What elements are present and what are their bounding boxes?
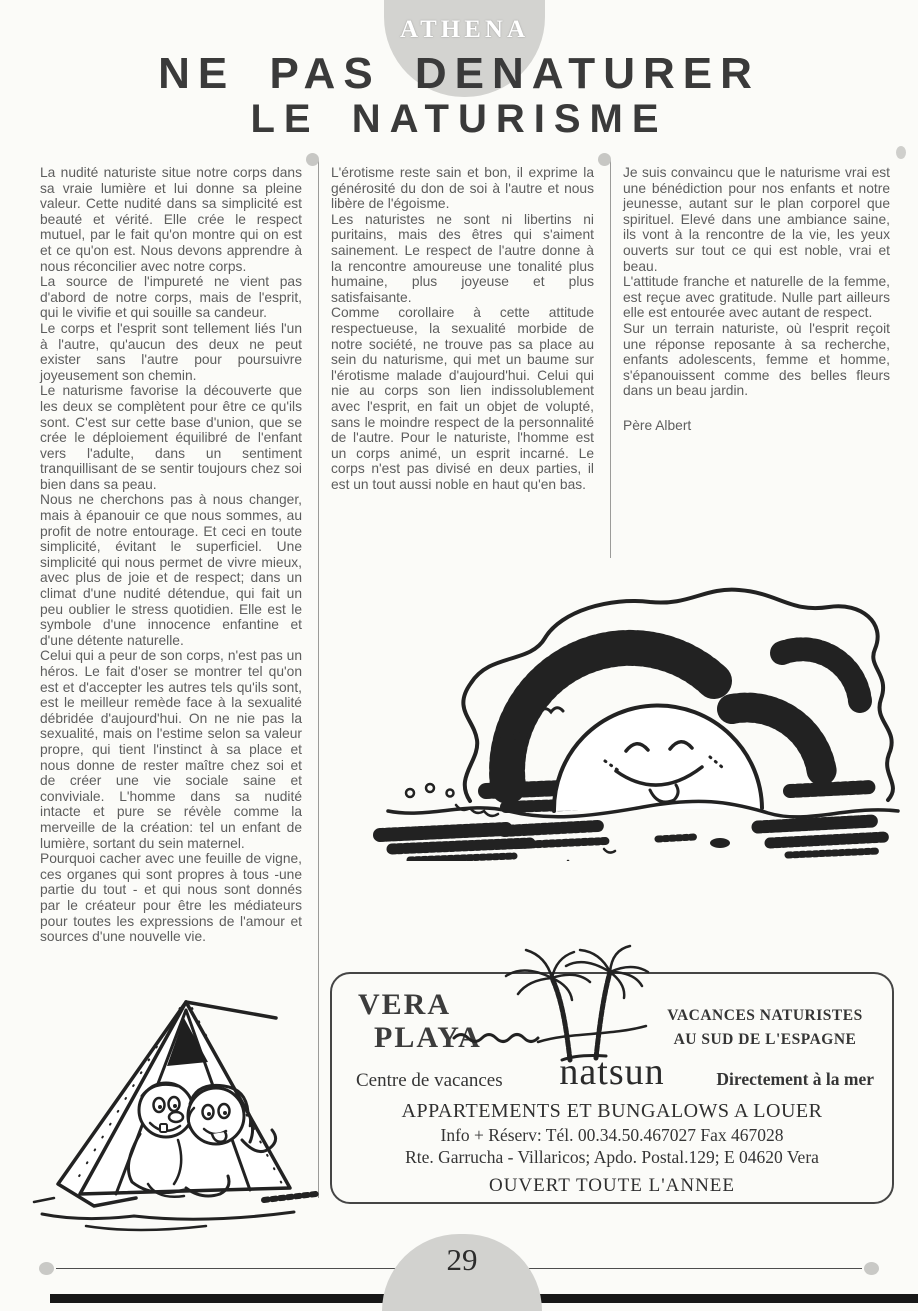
paragraph: La source de l'impureté ne vient pas d'abord de notre corps, mais de l'esprit, qui le vivifie et qui souille sa candeur. xyxy=(40,274,302,321)
margin-dot xyxy=(896,146,906,159)
paragraph: Pourquoi cacher avec une feuille de vigne, ces organes qui sont propres à tous -une partie du tout - et qui nous sont donnés par le créateur pour être les médiateurs pour toutes les expressions de l'amour et sources d'une nouvelle vie. xyxy=(40,851,302,945)
paragraph: Les naturistes ne sont ni libertins ni puritains, mais des êtres qui s'aiment sainement. Le respect de l'autre donne à la rencontre amoureuse une tonalité plus humaine, plus joyeuse et plus satisfaisante. xyxy=(331,211,594,305)
sun-illustration xyxy=(358,543,910,861)
article-column-3 xyxy=(623,165,890,434)
page-number-dome xyxy=(382,1234,542,1311)
advert-vera-playa xyxy=(330,972,894,1204)
advert-contact-info: Info + Réserv: Tél. 00.34.50.467027 Fax 467028 xyxy=(440,1125,784,1145)
advert-left-label: Centre de vacances xyxy=(356,1070,503,1091)
magazine-logo: ATHENA xyxy=(399,16,530,43)
paragraph: Nous ne cherchons pas à nous changer, mais à épanouir ce que nous sommes, au profit de notre entourage. Et ceci en toute simplicité, évitant le superficiel. Une simplicité qui nous permet de vivre mieux, avec plus de joie et de respect; dans un climat d'une nudité détendue, qui fait un peu oublier le stress quotidien. Elle est le symbole d'une innocence enfantine et d'une détente naturelle. xyxy=(40,492,302,648)
footer-dot-right xyxy=(864,1262,879,1275)
advert-offer: APPARTEMENTS ET BUNGALOWS A LOUER xyxy=(401,1100,823,1122)
column-divider-2 xyxy=(610,160,611,558)
paragraph: Je suis convaincu que le naturisme vrai est une bénédiction pour nos enfants et notre jeunesse, autant sur le plan corporel que spirituel. Elevé dans une ambiance saine, ils vont à la rencontre de la vie, les yeux ouverts sur tout ce qui est noble, vrai et beau. xyxy=(623,165,890,274)
advert-tagline-line1: VACANCES NATURISTES xyxy=(667,1007,863,1024)
advert-tagline-line2: AU SUD DE L'ESPAGNE xyxy=(673,1031,857,1049)
paragraph: L'érotisme reste sain et bon, il exprime la générosité du don de soi à l'autre et nous libère de l'égoisme. xyxy=(331,165,594,212)
article-title-line2: LE NATURISME xyxy=(250,97,668,141)
paragraph: La nudité naturiste situe notre corps dans sa vraie lumière et lui donne sa pleine valeur. Cette nudité dans sa simplicité est beauté et vérité. Elle crée le respect mutuel, par le fait qu'on montre qui on est et ce qu'on est. Nous devons apprendre à nous réconcilier avec notre corps. xyxy=(40,165,302,274)
article-column-2 xyxy=(331,165,594,492)
paragraph: Le naturisme favorise la découverte que les deux se complètent pour être ce qu'ils sont. C'est sur cette base d'union, que se crée le déploiement équilibré de l'enfant vers l'adulte, dans un sentiment tranquillisant de se sentir toujours chez soi bien dans sa peau. xyxy=(40,383,302,492)
divider-dot xyxy=(306,153,319,166)
advert-right-label: Directement à la mer xyxy=(716,1069,874,1089)
article-title-line1: NE PAS DENATURER xyxy=(158,49,760,98)
paragraph: Celui qui a peur de son corps, n'est pas un héros. Le fait d'oser se montrer tel qu'on est et d'accepter les autres tels qu'ils sont, est le meilleur remède face à la sexualité débridée d'aujourd'hui. On ne nie pas la sexualité, mais on l'estime selon sa valeur propre, qui tient l'instinct à sa place et nous donne de rester maître chez soi et de créer une vie sociale saine et conviviale. L'homme dans sa nudité intacte et pure se révèle comme la merveille de la création: tel un enfant de lumière, sortant du sein maternel. xyxy=(40,648,302,851)
paragraph: Comme corollaire à cette attitude respectueuse, la sexualité morbide de notre société, ne trouve pas sa place au sein du naturisme, qui met un baume sur l'érotisme malade d'aujourd'hui. Celui qui nie au corps son lien indissolublement avec l'esprit, en fait un objet de volupté, sans le moindre respect de la personnalité de l'autre. Pour le naturiste, l'homme est un corps animé, un esprit incarné. Le corps n'est pas divisé en deux parties, il est un tout aussi noble en haut qu'en bas. xyxy=(331,305,594,492)
paragraph: L'attitude franche et naturelle de la femme, est reçue avec gratitude. Nulle part ailleurs elle est entourée avec autant de respect. xyxy=(623,274,890,321)
advert-brand-line2: PLAYA xyxy=(374,1021,482,1054)
page-number: 29 xyxy=(446,1242,478,1277)
article-column-1 xyxy=(40,165,302,945)
tent-illustration xyxy=(28,988,336,1240)
paragraph: Sur un terrain naturiste, où l'esprit reçoit une réponse reposante à sa recherche, enfants adolescents, femme et homme, s'épanouissent comme des belles fleurs dans un beau jardin. xyxy=(623,320,890,399)
advert-address: Rte. Garrucha - Villaricos; Apdo. Postal.129; E 04620 Vera xyxy=(405,1147,819,1167)
footer-dot-left xyxy=(39,1262,54,1275)
advert-tagline xyxy=(650,1004,880,1052)
natsun-logo: natsun xyxy=(559,1051,665,1093)
divider-dot xyxy=(598,153,611,166)
advert-brand-line1: VERA xyxy=(358,988,452,1021)
author-signature: Père Albert xyxy=(623,417,692,433)
paragraph: Le corps et l'esprit sont tellement liés l'un à l'autre, qu'aucun des deux ne peut exister sans l'autre pour poursuivre joyeusement son chemin. xyxy=(40,320,302,383)
palm-trees-icon xyxy=(450,942,650,1064)
article-title xyxy=(0,49,918,142)
advert-open-hours: OUVERT TOUTE L'ANNEE xyxy=(488,1175,736,1196)
article-column-3-paragraphs xyxy=(623,165,890,399)
